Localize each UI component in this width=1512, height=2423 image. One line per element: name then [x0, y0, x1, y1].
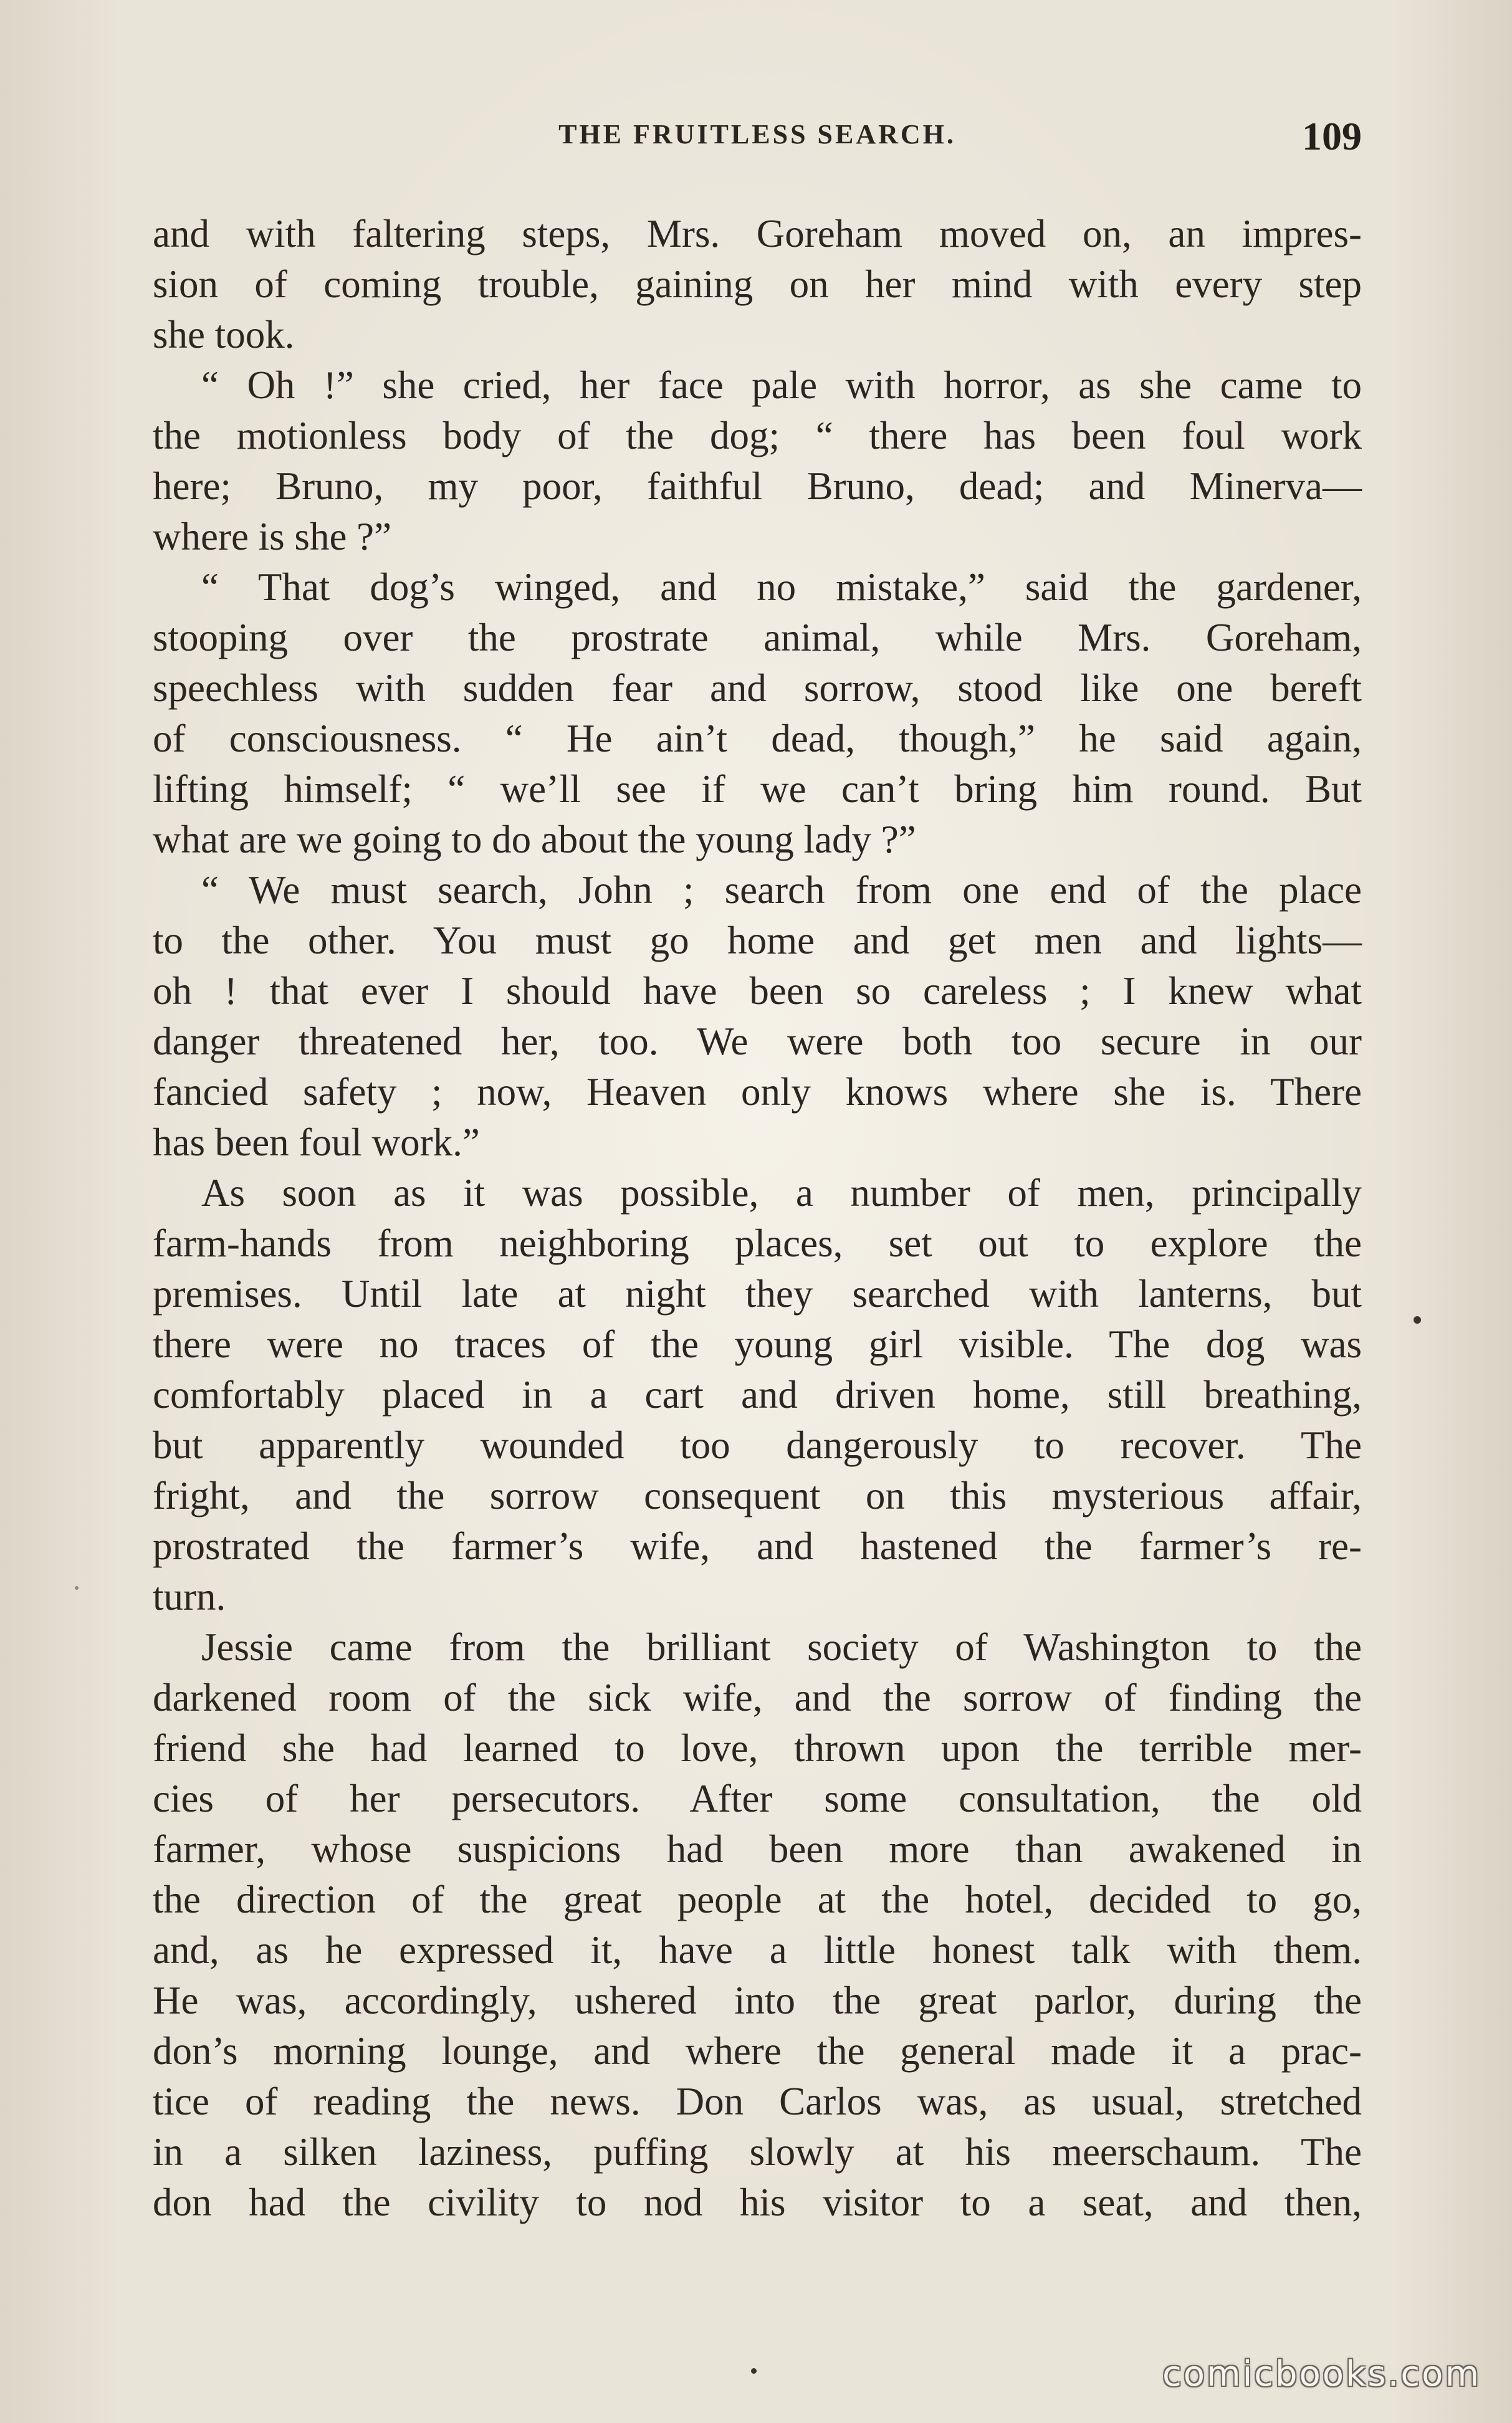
text-line: He was, accordingly, ushered into the great parlor, during the [153, 1979, 1362, 2022]
text-line: farm-hands from neighboring places, set out to explore the [153, 1221, 1362, 1265]
text-line: tice of reading the news. Don Carlos was, as usual, stretched [153, 2080, 1362, 2123]
text-line: farmer, whose suspicions had been more than awakened in [153, 1827, 1362, 1871]
text-line: comfortably placed in a cart and driven home, still breathing, [153, 1373, 1362, 1417]
text-line: sion of coming trouble, gaining on her mind with every step [153, 262, 1362, 306]
text-line: she took. [153, 313, 295, 356]
text-line: As soon as it was possible, a number of men, principally [201, 1171, 1362, 1215]
text-line: darkened room of the sick wife, and the sorrow of finding the [153, 1676, 1362, 1719]
text-line: prostrated the farmer’s wife, and hastened the farmer’s re- [153, 1524, 1362, 1568]
text-line: the direction of the great people at the hotel, decided to go, [153, 1878, 1362, 1921]
print-speck [75, 1586, 79, 1590]
text-line: of consciousness. “ He ain’t dead, though,” he said again, [153, 717, 1362, 760]
print-speck [751, 2368, 757, 2374]
text-line: where is she ?” [153, 515, 392, 558]
print-speck [1414, 1316, 1421, 1324]
text-line: the motionless body of the dog; “ there has been foul work [153, 414, 1362, 457]
text-line: don’s morning lounge, and where the general made it a prac- [153, 2029, 1362, 2073]
text-line: speechless with sudden fear and sorrow, stood like one bereft [153, 666, 1362, 710]
text-line: turn. [153, 1575, 226, 1618]
text-line: but apparently wounded too dangerously to recover. The [153, 1423, 1362, 1467]
text-line: “ We must search, John ; search from one end of the place [201, 868, 1362, 912]
text-line: stooping over the prostrate animal, while Mrs. Goreham, [153, 616, 1362, 659]
text-line: friend she had learned to love, thrown upon the terrible mer- [153, 1726, 1362, 1770]
text-line: “ Oh !” she cried, her face pale with horror, as she came to [201, 363, 1362, 407]
body-text [153, 209, 1362, 2228]
text-line: premises. Until late at night they searched with lanterns, but [153, 1272, 1362, 1316]
text-line: in a silken laziness, puffing slowly at his meerschaum. The [153, 2130, 1362, 2174]
running-head [153, 114, 1362, 162]
text-line: and with faltering steps, Mrs. Goreham moved on, an impres- [153, 212, 1362, 256]
text-line: fright, and the sorrow consequent on this mysterious affair, [153, 1474, 1362, 1517]
text-line: “ That dog’s winged, and no mistake,” said the gardener, [201, 565, 1362, 609]
text-line: to the other. You must go home and get men and lights— [153, 919, 1362, 962]
page-number: 109 [1302, 114, 1362, 158]
text-line: cies of her persecutors. After some consultation, the old [153, 1777, 1362, 1820]
text-line: what are we going to do about the young lady ?” [153, 818, 916, 861]
text-line: oh ! that ever I should have been so careless ; I knew what [153, 969, 1362, 1013]
text-line: don had the civility to nod his visitor to a seat, and then, [153, 2181, 1362, 2224]
text-line: has been foul work.” [153, 1121, 480, 1164]
text-line: there were no traces of the young girl visible. The dog was [153, 1322, 1362, 1366]
text-line: and, as he expressed it, have a little honest talk with them. [153, 1928, 1362, 1972]
running-title: THE FRUITLESS SEARCH. [558, 119, 956, 150]
text-line: Jessie came from the brilliant society of Washington to the [201, 1625, 1362, 1669]
watermark-logo: comicbooks.com [1162, 2354, 1481, 2394]
text-line: lifting himself; “ we’ll see if we can’t bring him round. But [153, 767, 1362, 811]
text-line: here; Bruno, my poor, faithful Bruno, dead; and Minerva— [153, 464, 1362, 508]
text-line: fancied safety ; now, Heaven only knows where she is. There [153, 1070, 1362, 1114]
text-line: danger threatened her, too. We were both too secure in our [153, 1020, 1362, 1063]
